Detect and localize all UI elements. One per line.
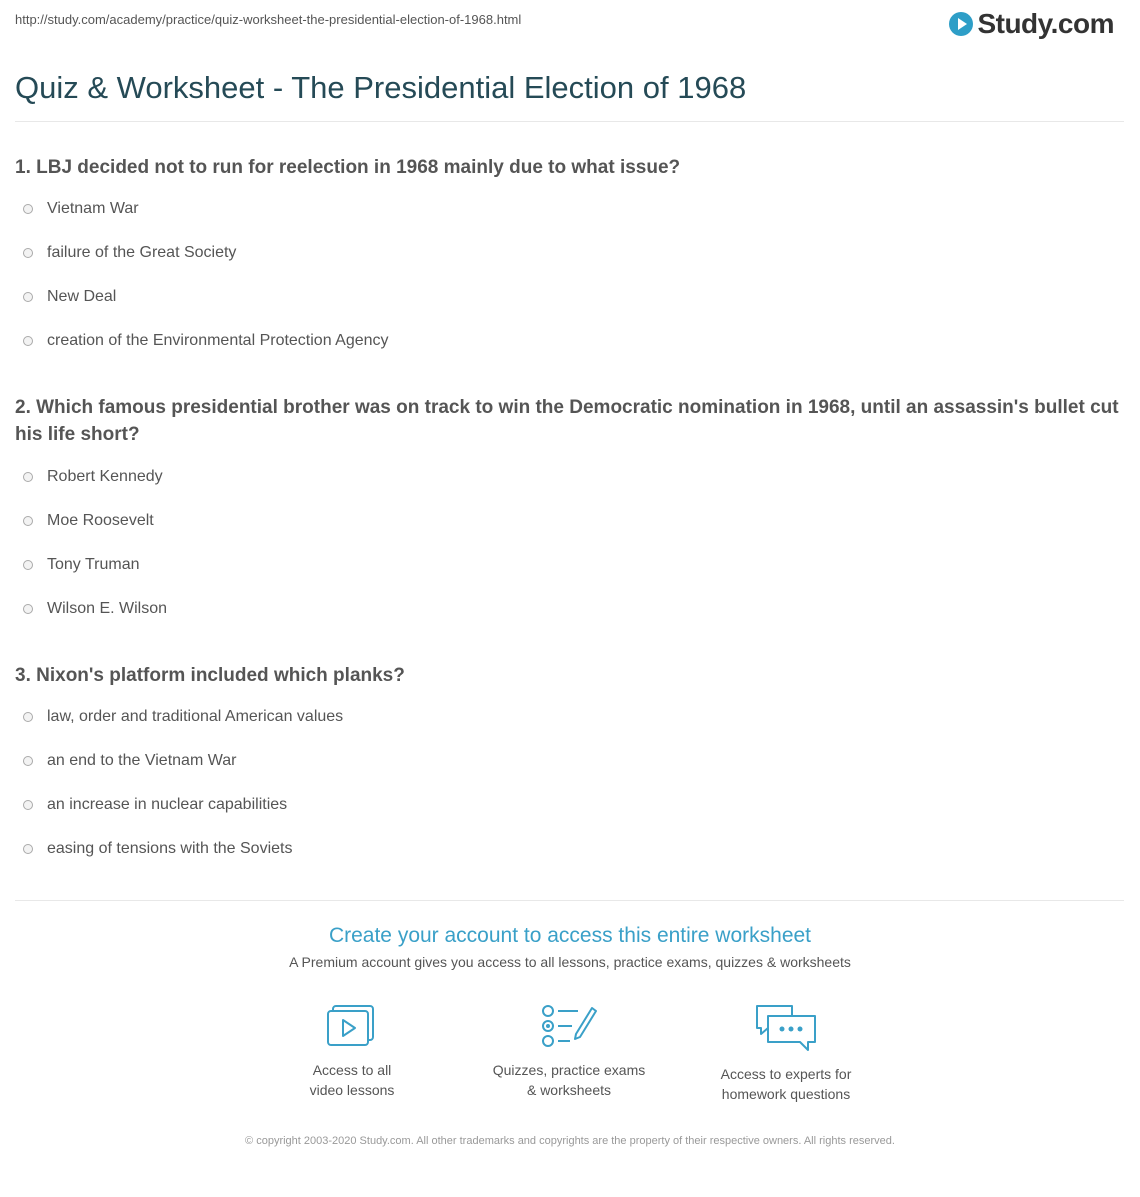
question-2: 2. Which famous presidential brother was on track to win the Democratic nomination in 1968, until an assassin's bullet cut his life short? xyxy=(15,397,1119,445)
cta-subtitle: A Premium account gives you access to all lessons, practice exams, quizzes & worksheets xyxy=(289,954,851,970)
cta-divider xyxy=(15,900,1124,901)
question-3: 3. Nixon's platform included which planks? xyxy=(15,665,405,686)
radio-button[interactable] xyxy=(23,712,33,722)
title-divider xyxy=(15,121,1124,122)
question-2-option-1[interactable]: Robert Kennedy xyxy=(23,468,163,486)
radio-button[interactable] xyxy=(23,800,33,810)
question-1: 1. LBJ decided not to run for reelection in 1968 mainly due to what issue? xyxy=(15,157,681,178)
question-1-option-3[interactable]: New Deal xyxy=(23,288,116,306)
logo-suffix: .com xyxy=(1050,8,1114,39)
feature-label: Access to all video lessons xyxy=(309,1062,395,1098)
page-url: http://study.com/academy/practice/quiz-worksheet-the-presidential-election-of-1968.html xyxy=(15,12,522,27)
radio-button[interactable] xyxy=(23,604,33,614)
feature-label: Quizzes, practice exams & worksheets xyxy=(492,1062,646,1098)
feature-video-lessons xyxy=(252,1002,452,1100)
question-3-option-4[interactable]: easing of tensions with the Soviets xyxy=(23,840,292,858)
logo-text: Study xyxy=(977,8,1051,39)
radio-button[interactable] xyxy=(23,336,33,346)
copyright-footer: © copyright 2003-2020 Study.com. All other trademarks and copyrights are the property of their respective owners. All rights reserved. xyxy=(245,1135,895,1147)
radio-button[interactable] xyxy=(23,844,33,854)
radio-button[interactable] xyxy=(23,292,33,302)
quiz-checklist-icon xyxy=(540,1002,598,1050)
feature-quizzes xyxy=(469,1002,669,1100)
question-1-option-2[interactable]: failure of the Great Society xyxy=(23,244,236,262)
study-logo[interactable] xyxy=(949,8,1114,40)
chat-bubbles-icon xyxy=(754,1002,818,1054)
radio-button[interactable] xyxy=(23,756,33,766)
page-title: Quiz & Worksheet - The Presidential Election of 1968 xyxy=(15,70,747,105)
question-1-option-1[interactable]: Vietnam War xyxy=(23,200,139,218)
video-lessons-icon xyxy=(325,1002,379,1050)
question-3-option-3[interactable]: an increase in nuclear capabilities xyxy=(23,796,287,814)
question-2-option-4[interactable]: Wilson E. Wilson xyxy=(23,600,167,618)
radio-button[interactable] xyxy=(23,472,33,482)
radio-button[interactable] xyxy=(23,560,33,570)
play-logo-icon xyxy=(949,12,973,36)
question-1-option-4[interactable]: creation of the Environmental Protection Agency xyxy=(23,332,389,350)
radio-button[interactable] xyxy=(23,248,33,258)
question-2-option-3[interactable]: Tony Truman xyxy=(23,556,139,574)
cta-title[interactable]: Create your account to access this entire worksheet xyxy=(328,924,812,947)
question-3-option-2[interactable]: an end to the Vietnam War xyxy=(23,752,236,770)
feature-experts xyxy=(686,1002,886,1104)
feature-label: Access to experts for homework questions xyxy=(720,1066,852,1102)
radio-button[interactable] xyxy=(23,204,33,214)
radio-button[interactable] xyxy=(23,516,33,526)
question-2-option-2[interactable]: Moe Roosevelt xyxy=(23,512,154,530)
question-3-option-1[interactable]: law, order and traditional American values xyxy=(23,708,343,726)
